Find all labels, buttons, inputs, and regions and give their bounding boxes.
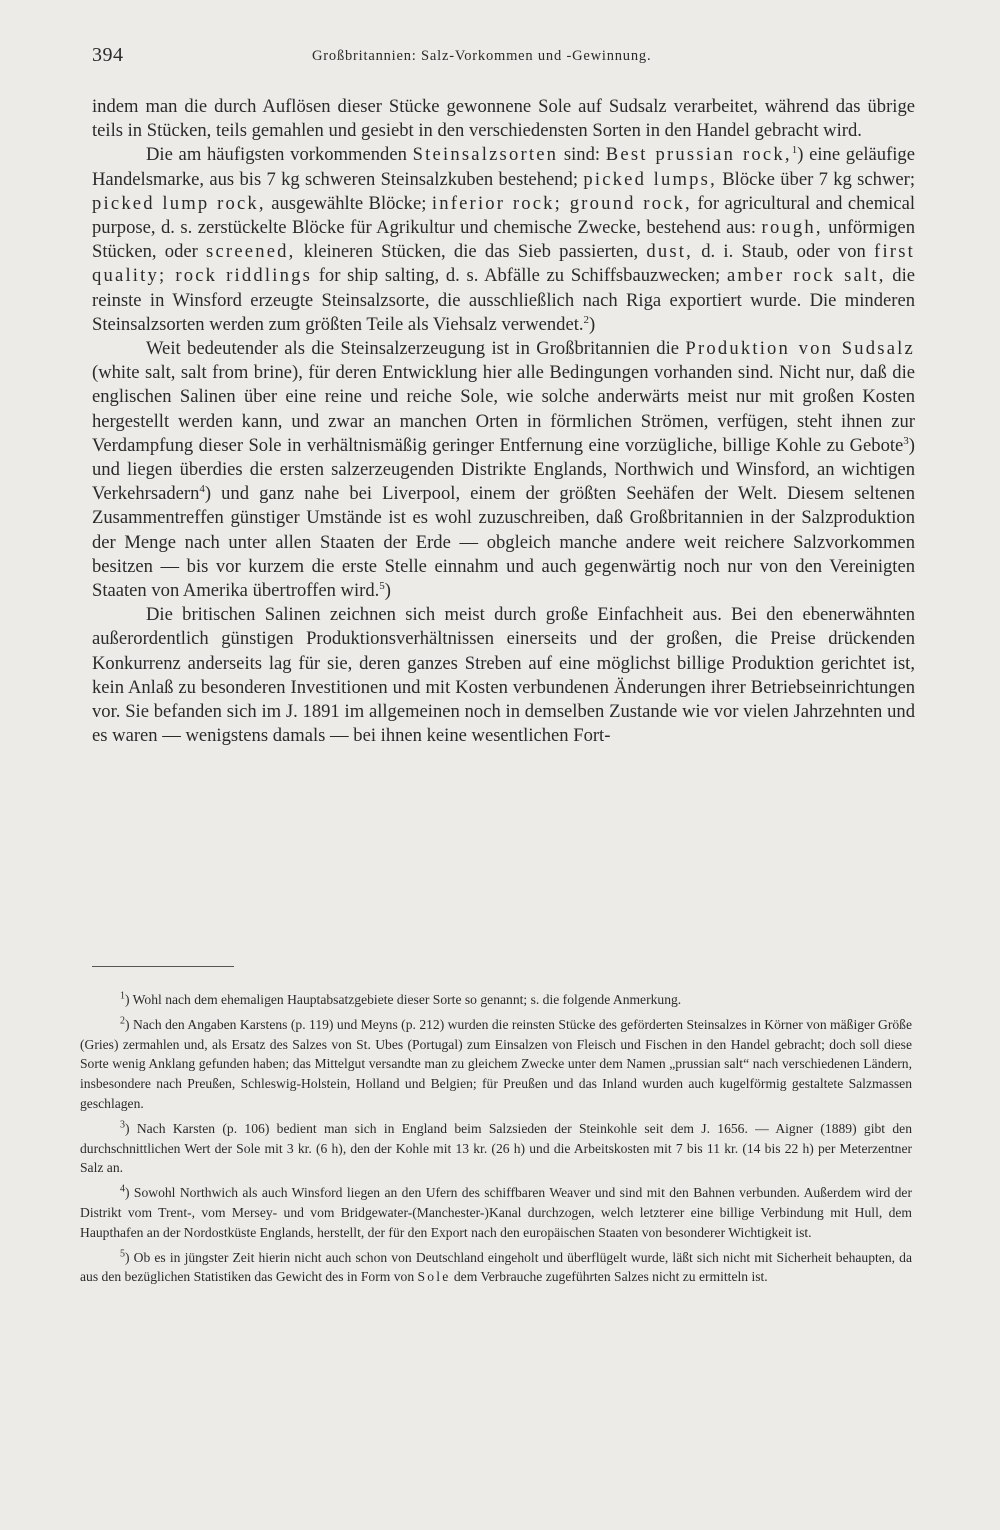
- text-run: die reinste in Winsford erzeugte Steinsalzsorte, die ausschließlich nach Riga exportiert wurde. Die minderen Steinsalzsorten werden zum größten Teile als Viehsalz verwendet.: [92, 265, 916, 335]
- spaced-term: inferior rock; ground rock,: [431, 192, 692, 214]
- footnote-mark: 1: [120, 990, 125, 1002]
- text-run: ): [589, 313, 596, 335]
- footnote-4: [80, 1183, 912, 1242]
- paragraph-salt-types: [92, 143, 915, 337]
- text-run: ausgewählte Blöcke;: [265, 192, 432, 214]
- footnote-mark: 5: [120, 1248, 125, 1260]
- footnote-mark: 2: [120, 1015, 125, 1027]
- spaced-term: Sole: [417, 1269, 451, 1285]
- paragraph: [92, 95, 915, 143]
- footnote-1: [80, 990, 912, 1010]
- text-run: Weit bedeutender als die Steinsalzerzeugung ist in Großbritannien die: [146, 338, 686, 360]
- running-title: Großbritannien: Salz-Vorkommen und -Gewinnung.: [312, 48, 652, 64]
- spaced-term: first quality; rock riddlings: [92, 241, 915, 287]
- text-run: unförmigen Stücken, oder: [92, 217, 915, 263]
- footnote-2: [80, 1015, 912, 1114]
- footnote-ref: 3: [903, 434, 909, 447]
- spaced-term: Steinsalzsorten: [412, 144, 559, 166]
- spaced-term: screened,: [206, 241, 296, 263]
- main-text: [92, 95, 915, 748]
- footnote-text: ) Sowohl Northwich als auch Winsford liegen an den Ufern des schiffbaren Weaver und sind mit den Bahnen verbunden. Außerdem wird der Distrikt vom Trent-, vom Mersey- und vom Bridgewater-(Manchester-)Kanal durchzogen, welch letzterer eine billige Verbindung mit Hull, dem Haupthafen an der Nordostküste Englands, herstellt, der für den Export nach den europäischen Staaten von besonderer Wichtigkeit ist.: [80, 1185, 912, 1240]
- footnote-text: ) Nach Karsten (p. 106) bedient man sich in England beim Salzsieden der Steinkohle seit dem J. 1656. — Aigner (1889) gibt den durchschnittlichen Wert der Sole mit 3 kr. (6 h), den der Kohle mit 13 kr. (26 h) und die Arbeitskosten mit 7 bis 11 kr. (14 bis 22 h) per Meterzentner Salz an.: [80, 1120, 912, 1176]
- footnote-3: [80, 1119, 912, 1178]
- text-run: ) und ganz nahe bei Liverpool, einem der größten Seehäfen der Welt. Diesem seltenen Zusammentreffen günstiger Umstände ist es wohl zuzuschreiben, daß Großbritannien in der Salzproduktion der Menge nach unter allen Staaten der Erde — obgleich manche andere weit reichere Salzvorkommen besitzen — bis vor kurzem die erste Stelle einnahm und auch gegenwärtig noch nur von den Vereinigten Staaten von Amerika übertroffen wird.: [92, 483, 915, 602]
- text-run: ) und liegen überdies die ersten salzerzeugenden Distrikte Englands, Northwich und Winsford, an wichtigen Verkehrsadern: [92, 434, 915, 505]
- text-run: sind:: [558, 144, 606, 166]
- text-run: (white salt, salt from brine), für deren Entwicklung hier alle Bedingungen vorhanden sind. Nicht nur, daß die englischen Salinen über eine reine und reiche Sole, wie solche anderwärts meist nur mit großen Kosten hergestellt werden kann, und zwar an manchen Orten in förmlichen Strömen, verfügen, steht ihnen zur Verdampfung dieser Sole in verhältnismäßig geringer Entfernung eine vorzügliche, billige Kohle zu Gebote: [92, 362, 915, 456]
- text-run: d. i. Staub, oder von: [693, 241, 875, 263]
- text-run: for ship salting, d. s. Abfälle zu Schiffsbauzwecken;: [312, 265, 727, 287]
- spaced-term: Produktion von Sudsalz: [685, 338, 915, 360]
- page-number: 394: [92, 44, 124, 66]
- text-run: kleineren Stücken, die das Sieb passierten,: [295, 241, 647, 263]
- footnote-text: ) Wohl nach dem ehemaligen Hauptabsatzgebiete dieser Sorte so genannt; s. die folgende Anmerkung.: [125, 992, 682, 1007]
- spaced-term: rough,: [761, 217, 823, 239]
- footnote-ref: 2: [583, 313, 590, 326]
- spaced-term: dust,: [646, 241, 694, 263]
- footnote-mark: 4: [120, 1183, 125, 1195]
- footnote-5: [80, 1248, 912, 1288]
- footnote-text: dem Verbrauche zugeführten Salzes nicht zu ermitteln ist.: [450, 1269, 768, 1285]
- footnote-ref: 1: [791, 144, 798, 157]
- paragraph-sudsalz: [92, 337, 915, 603]
- spaced-term: picked lump rock,: [92, 192, 266, 214]
- paragraph-salinen: [92, 603, 915, 748]
- text-run: Blöcke über 7 kg schwer;: [716, 168, 915, 190]
- footnotes: [80, 990, 912, 1292]
- text-run: Die am häufigsten vorkommenden: [146, 144, 413, 166]
- footnote-text: ) Ob es in jüngster Zeit hierin nicht auch schon von Deutschland eingeholt und überflügelt wurde, läßt sich nicht mit Sicherheit behaupten, da aus den bezüglichen Statistiken das Gewicht des in Form von: [80, 1249, 912, 1285]
- text-run: ): [384, 580, 391, 602]
- spaced-term: Best prussian rock,: [605, 144, 792, 166]
- spaced-term: picked lumps,: [583, 168, 717, 190]
- footnote-mark: 3: [120, 1119, 125, 1131]
- paragraph-text: Die britischen Salinen zeichnen sich meist durch große Einfachheit aus. Bei den ebenerwähnten außerordentlich günstigen Produktionsverhältnissen einerseits und der großen, die Preise drückenden Konkurrenz anderseits lag für sie, deren ganzes Streben auf eine möglichst billige Produktion gerichtet ist, kein Anlaß zu besonderen Investitionen und mit Kosten verbundenen Änderungen ihrer Betriebseinrichtungen vor. Sie befanden sich im J. 1891 im allgemeinen noch in demselben Zustande wie vor vielen Jahrzehnten und es waren — wenigstens damals — bei ihnen keine wesentlichen Fort-: [92, 604, 915, 747]
- page-header: [92, 44, 912, 74]
- footnote-text: ) Nach den Angaben Karstens (p. 119) und Meyns (p. 212) wurden die reinsten Stücke des geförderten Steinsalzes in Körner von mäßiger Größe (Gries) zermahlen und, als Ersatz des Salzes von St. Ubes (Portugal) zum Einsalzen von Fleisch und Fischen in den Handel gebracht; doch soll diese Sorte wenig Anklang gefunden haben; das Mittelgut versandte man zu gleichem Zwecke unter dem Namen „prussian salt“ nach verschiedenen Ländern, insbesondere nach Preußen, Schleswig-Holstein, Holland und Belgien; für Preußen und das Inland wurden auch kugelförmig gestaltete Salzmassen geschlagen.: [80, 1016, 912, 1111]
- paragraph-text: indem man die durch Auflösen dieser Stücke gewonnene Sole auf Sudsalz verarbeitet, während das übrige teils in Stücken, teils gemahlen und gesiebt in den verschiedensten Sorten in den Handel gebracht wird.: [92, 96, 915, 142]
- footnote-ref: 5: [379, 579, 385, 592]
- footnote-ref: 4: [199, 483, 205, 496]
- text-run: for agricultural and chemical purpose, d. s. zerstückelte Blöcke für Agrikultur und chemische Zwecke, bestehend aus:: [92, 192, 916, 239]
- text-run: ) eine geläufige Handelsmarke, aus bis 7 kg schweren Steinsalzkuben bestehend;: [92, 144, 915, 190]
- footnote-separator: [92, 966, 234, 967]
- spaced-term: amber rock salt,: [726, 265, 886, 287]
